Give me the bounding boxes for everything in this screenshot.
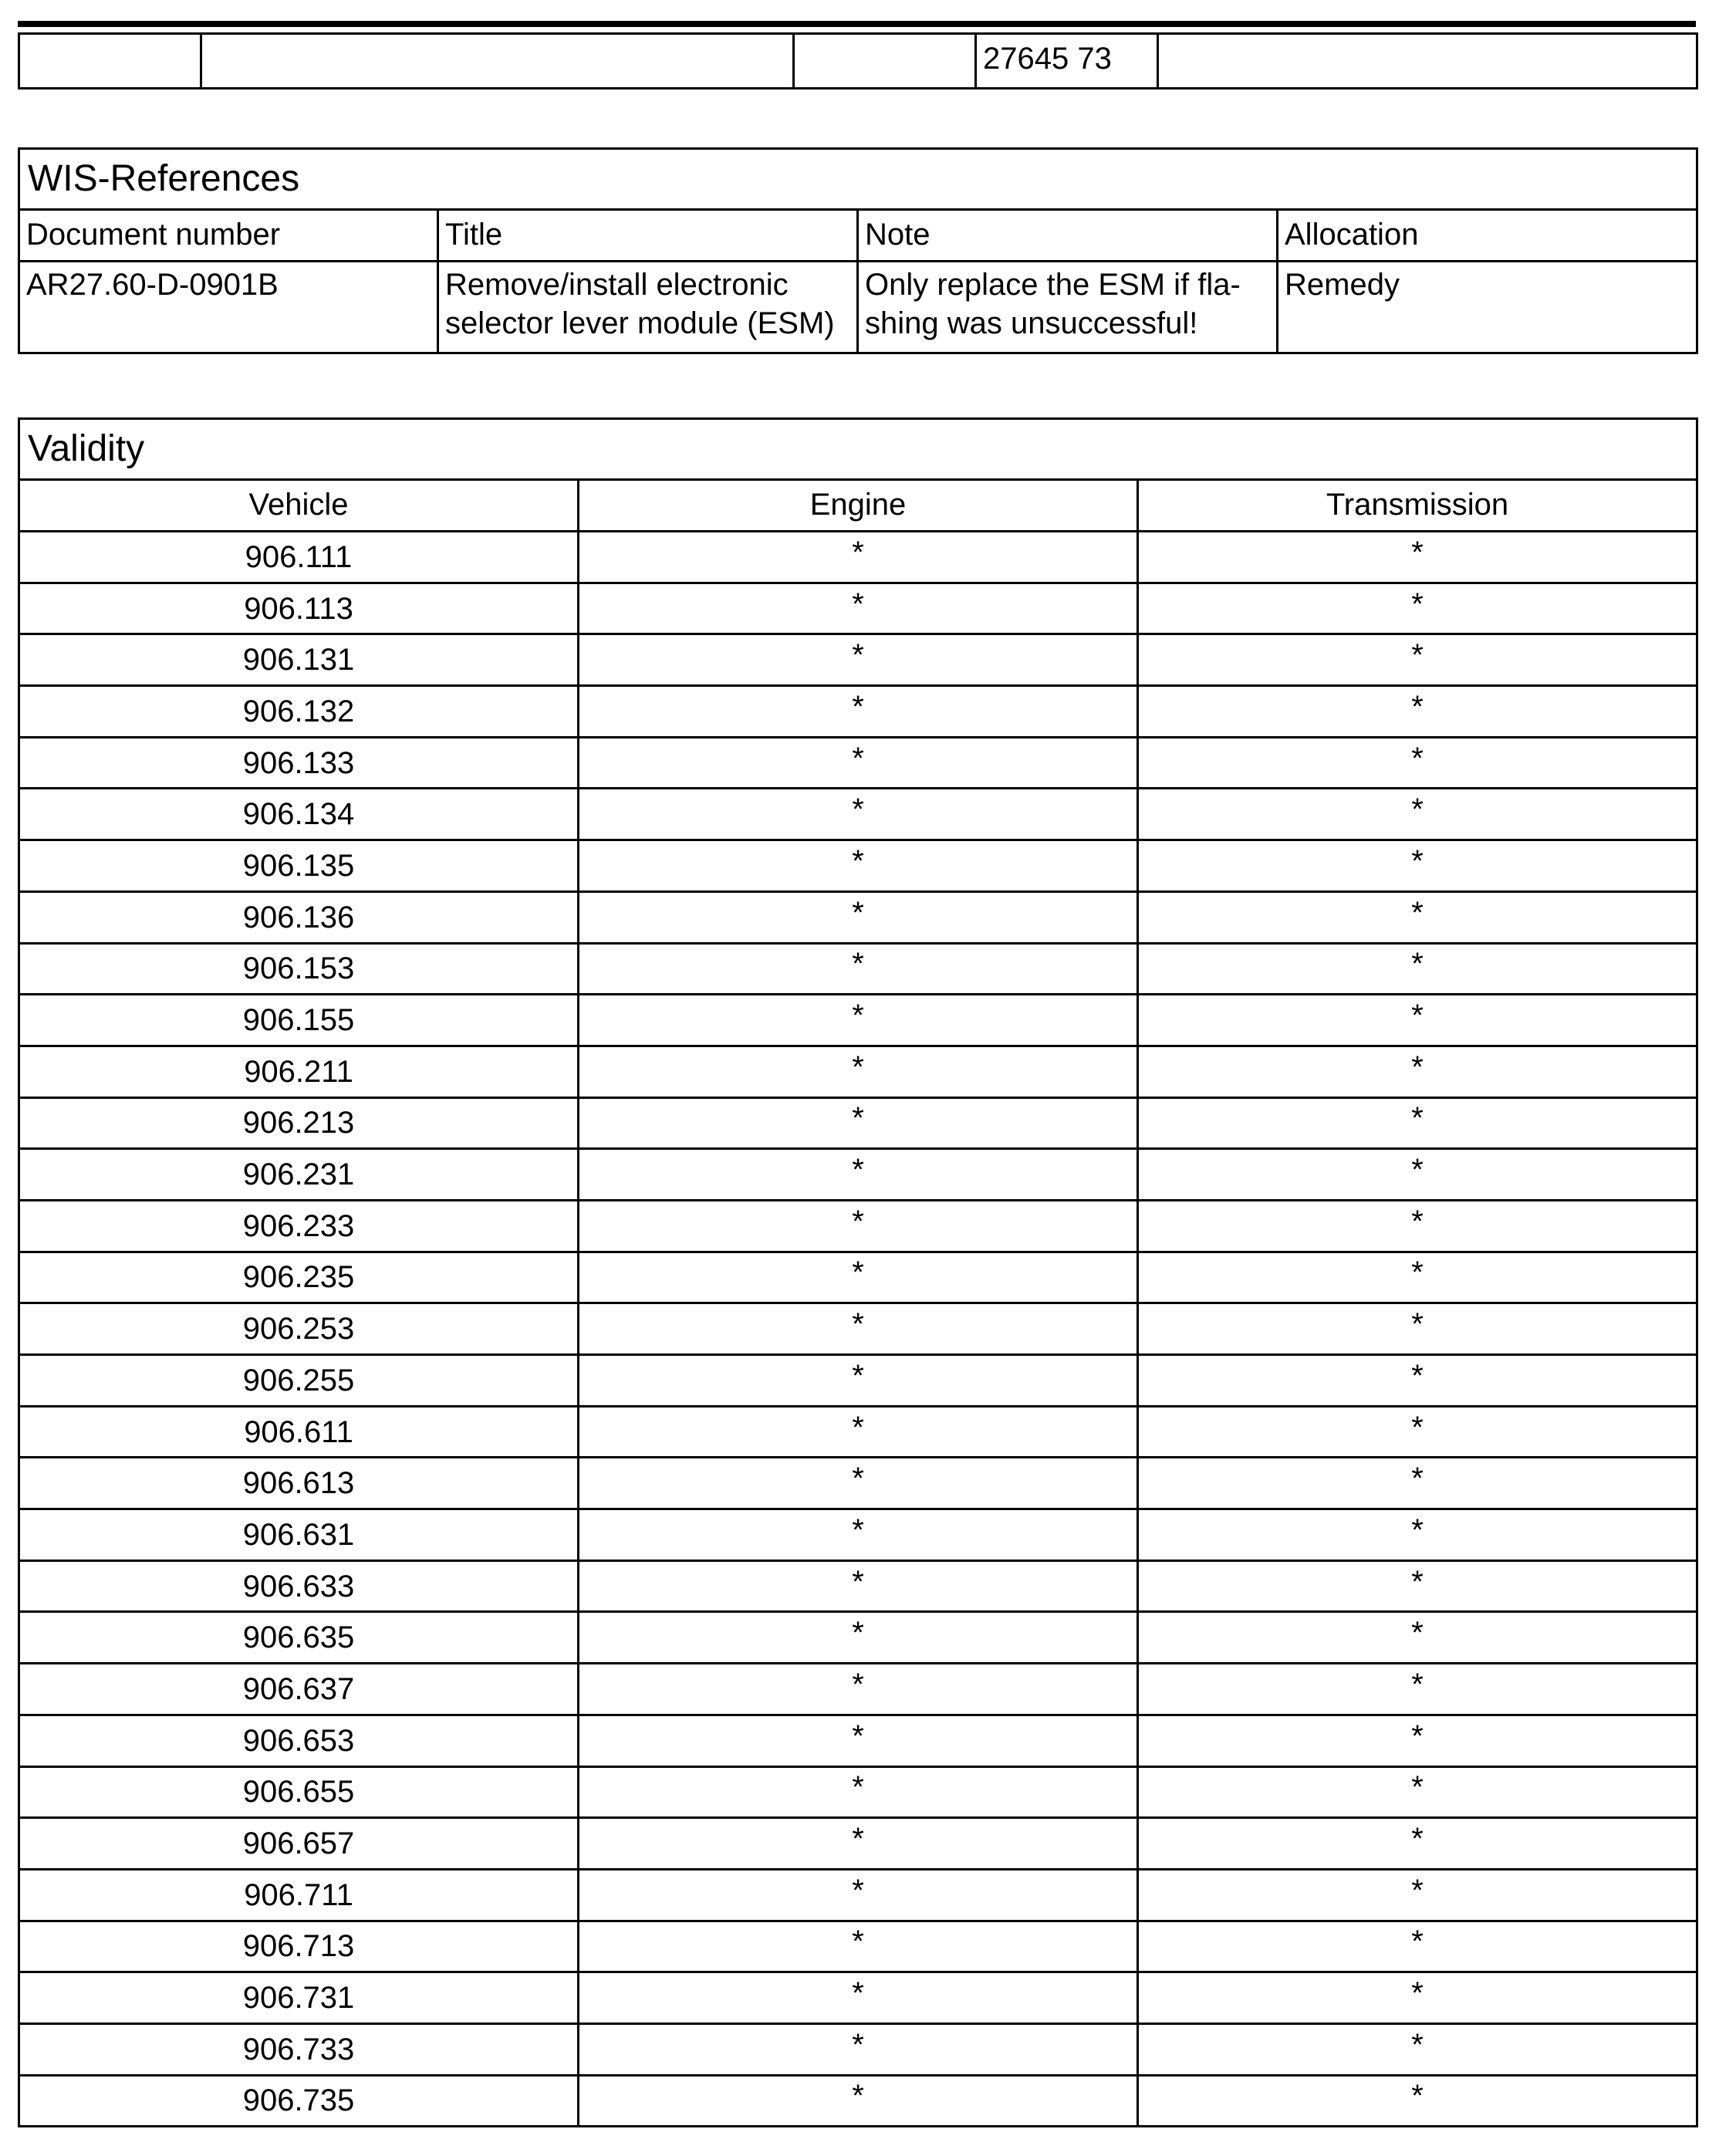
vehicle-cell [19, 1612, 579, 1664]
table-row [19, 1664, 1697, 1715]
engine-cell [579, 1818, 1138, 1870]
vehicle-cell [19, 1715, 579, 1766]
transmission-cell-text: * [1411, 1255, 1424, 1290]
header-cell-2 [201, 34, 794, 89]
transmission-cell-text: * [1411, 1822, 1424, 1857]
vehicle-cell-text: 906.131 [242, 643, 355, 678]
column-header-note: Note [858, 210, 1278, 262]
transmission-cell-text: * [1411, 586, 1424, 621]
engine-cell-text: * [852, 895, 864, 930]
vehicle-cell [19, 1921, 579, 1972]
engine-cell [579, 995, 1138, 1046]
vehicle-cell-text: 906.153 [242, 951, 355, 986]
transmission-cell [1138, 532, 1697, 583]
table-row [19, 1766, 1697, 1818]
table-row [19, 995, 1697, 1046]
vehicle-cell-text: 906.735 [242, 2083, 355, 2118]
transmission-cell [1138, 1972, 1697, 2024]
transmission-cell-text: * [1411, 1564, 1424, 1599]
engine-cell [579, 532, 1138, 583]
engine-cell-text: * [852, 1512, 864, 1547]
title-cell [438, 262, 858, 353]
table-row [19, 737, 1697, 789]
engine-cell-text: * [852, 999, 864, 1033]
engine-cell-text: * [852, 1873, 864, 1908]
engine-cell [579, 634, 1138, 686]
vehicle-cell [19, 789, 579, 840]
engine-cell-text: * [852, 1358, 864, 1393]
transmission-cell-text: * [1411, 2079, 1424, 2114]
engine-cell [579, 943, 1138, 995]
engine-cell [579, 686, 1138, 738]
engine-cell [579, 1921, 1138, 1972]
column-header-title: Title [438, 210, 858, 262]
table-row [19, 1252, 1697, 1303]
vehicle-cell [19, 2075, 579, 2127]
transmission-cell [1138, 1046, 1697, 1097]
transmission-cell-text: * [1411, 1616, 1424, 1651]
table-row [19, 1303, 1697, 1355]
transmission-cell [1138, 1149, 1697, 1201]
transmission-cell-text: * [1411, 638, 1424, 673]
table-row [19, 1612, 1697, 1664]
vehicle-cell [19, 943, 579, 995]
transmission-cell-text: * [1411, 895, 1424, 930]
engine-cell-text: * [852, 1976, 864, 2011]
wis-references-title: WIS-References [19, 149, 1697, 210]
transmission-cell [1138, 1458, 1697, 1509]
transmission-cell [1138, 1200, 1697, 1252]
engine-cell [579, 1046, 1138, 1097]
engine-cell [579, 1715, 1138, 1766]
engine-cell [579, 2075, 1138, 2127]
vehicle-cell-text: 906.633 [242, 1569, 355, 1603]
vehicle-cell [19, 1303, 579, 1355]
engine-cell [579, 1766, 1138, 1818]
header-cell-3 [794, 34, 976, 89]
vehicle-cell [19, 1097, 579, 1149]
top-rule [18, 21, 1696, 27]
engine-cell [579, 1097, 1138, 1149]
table-row [19, 891, 1697, 943]
engine-cell [579, 1200, 1138, 1252]
engine-cell [579, 1303, 1138, 1355]
transmission-cell-text: * [1411, 1512, 1424, 1547]
vehicle-cell [19, 1818, 579, 1870]
vehicle-cell-text: 906.134 [242, 797, 355, 832]
transmission-cell [1138, 737, 1697, 789]
transmission-cell-text: * [1411, 843, 1424, 878]
vehicle-cell [19, 686, 579, 738]
engine-cell-text: * [852, 843, 864, 878]
vehicle-cell-text: 906.213 [242, 1106, 355, 1141]
engine-cell-text: * [852, 1667, 864, 1701]
vehicle-cell-text: 906.653 [242, 1723, 355, 1758]
table-row [19, 634, 1697, 686]
vehicle-cell [19, 1355, 579, 1407]
validity-header-row [19, 480, 1697, 532]
transmission-cell-text: * [1411, 1049, 1424, 1084]
transmission-cell [1138, 1097, 1697, 1149]
transmission-cell-text: * [1411, 741, 1424, 776]
vehicle-cell [19, 2023, 579, 2075]
engine-cell [579, 1972, 1138, 2024]
engine-cell-text: * [852, 1718, 864, 1753]
column-header-document-number: Document number [19, 210, 438, 262]
engine-cell-text: * [852, 1255, 864, 1290]
transmission-cell-text: * [1411, 1873, 1424, 1908]
note-line-1: Only replace the ESM if fla- [865, 268, 1241, 302]
engine-cell [579, 1355, 1138, 1407]
table-row [19, 1818, 1697, 1870]
vehicle-cell-text: 906.211 [244, 1054, 353, 1089]
vehicle-cell [19, 995, 579, 1046]
transmission-cell [1138, 1715, 1697, 1766]
table-row [19, 1509, 1697, 1561]
transmission-cell [1138, 1664, 1697, 1715]
validity-table [18, 417, 1698, 2127]
engine-cell [579, 840, 1138, 892]
allocation-cell: Remedy [1278, 262, 1697, 353]
engine-cell [579, 1509, 1138, 1561]
column-header-transmission: Transmission [1138, 480, 1697, 532]
table-row [19, 2075, 1697, 2127]
transmission-cell-text: * [1411, 1153, 1424, 1188]
vehicle-cell [19, 1149, 579, 1201]
transmission-cell [1138, 2075, 1697, 2127]
engine-cell [579, 737, 1138, 789]
transmission-cell-text: * [1411, 1101, 1424, 1136]
vehicle-cell-text: 906.711 [244, 1877, 353, 1912]
transmission-cell [1138, 943, 1697, 995]
transmission-cell [1138, 686, 1697, 738]
engine-cell-text: * [852, 1410, 864, 1445]
transmission-cell-text: * [1411, 1307, 1424, 1342]
engine-cell-text: * [852, 2079, 864, 2114]
header-cell-document-code: 27645 73 [976, 34, 1158, 89]
engine-cell-text: * [852, 1925, 864, 1959]
vehicle-cell [19, 1766, 579, 1818]
vehicle-cell-text: 906.111 [245, 539, 353, 574]
vehicle-cell-text: 906.113 [244, 591, 353, 626]
vehicle-cell-text: 906.733 [242, 2032, 355, 2066]
transmission-cell-text: * [1411, 1718, 1424, 1753]
engine-cell-text: * [852, 792, 864, 827]
table-row [19, 2023, 1697, 2075]
table-row [19, 1046, 1697, 1097]
vehicle-cell-text: 906.613 [242, 1466, 355, 1501]
column-header-engine: Engine [579, 480, 1138, 532]
vehicle-cell [19, 891, 579, 943]
transmission-cell-text: * [1411, 792, 1424, 827]
engine-cell [579, 1560, 1138, 1612]
vehicle-cell-text: 906.635 [242, 1620, 355, 1655]
table-row [19, 1869, 1697, 1921]
engine-cell-text: * [852, 1153, 864, 1188]
transmission-cell-text: * [1411, 1976, 1424, 2011]
vehicle-cell-text: 906.155 [242, 1003, 355, 1038]
engine-cell [579, 1869, 1138, 1921]
table-row [19, 1458, 1697, 1509]
transmission-cell-text: * [1411, 1770, 1424, 1805]
title-line-1: Remove/install electronic [445, 268, 789, 302]
vehicle-cell [19, 1560, 579, 1612]
table-row [19, 789, 1697, 840]
table-row [19, 1921, 1697, 1972]
table-row [19, 1715, 1697, 1766]
transmission-cell-text: * [1411, 535, 1424, 569]
transmission-cell [1138, 1921, 1697, 1972]
table-row [19, 1149, 1697, 1201]
transmission-cell [1138, 1612, 1697, 1664]
engine-cell-text: * [852, 689, 864, 724]
transmission-cell [1138, 1252, 1697, 1303]
engine-cell [579, 789, 1138, 840]
transmission-cell [1138, 1560, 1697, 1612]
transmission-cell-text: * [1411, 1410, 1424, 1445]
engine-cell-text: * [852, 1770, 864, 1805]
transmission-cell [1138, 1766, 1697, 1818]
engine-cell-text: * [852, 535, 864, 569]
vehicle-cell [19, 1406, 579, 1458]
vehicle-cell-text: 906.631 [242, 1517, 355, 1552]
transmission-cell-text: * [1411, 1462, 1424, 1496]
transmission-cell [1138, 1355, 1697, 1407]
vehicle-cell-text: 906.136 [242, 900, 355, 934]
vehicle-cell-text: 906.233 [242, 1208, 355, 1243]
vehicle-cell [19, 1200, 579, 1252]
engine-cell-text: * [852, 741, 864, 776]
vehicle-cell-text: 906.255 [242, 1363, 355, 1397]
vehicle-cell [19, 840, 579, 892]
engine-cell [579, 891, 1138, 943]
table-row [19, 840, 1697, 892]
transmission-cell [1138, 1406, 1697, 1458]
vehicle-cell-text: 906.611 [244, 1414, 353, 1449]
vehicle-cell [19, 634, 579, 686]
transmission-cell-text: * [1411, 1358, 1424, 1393]
vehicle-cell-text: 906.713 [242, 1929, 355, 1964]
engine-cell-text: * [852, 1049, 864, 1084]
vehicle-cell-text: 906.637 [242, 1671, 355, 1706]
document-number-cell: AR27.60-D-0901B [19, 262, 438, 353]
transmission-cell-text: * [1411, 999, 1424, 1033]
vehicle-cell [19, 1458, 579, 1509]
vehicle-cell [19, 1046, 579, 1097]
engine-cell-text: * [852, 947, 864, 982]
table-row [19, 1972, 1697, 2024]
transmission-cell [1138, 1869, 1697, 1921]
vehicle-cell-text: 906.657 [242, 1827, 355, 1861]
vehicle-cell [19, 1664, 579, 1715]
transmission-cell [1138, 891, 1697, 943]
transmission-cell-text: * [1411, 2027, 1424, 2062]
vehicle-cell [19, 583, 579, 634]
engine-cell [579, 1149, 1138, 1201]
header-row [19, 34, 1697, 89]
engine-cell-text: * [852, 1616, 864, 1651]
transmission-cell-text: * [1411, 1925, 1424, 1959]
engine-cell-text: * [852, 638, 864, 673]
transmission-cell [1138, 1303, 1697, 1355]
table-row [19, 1200, 1697, 1252]
vehicle-cell-text: 906.253 [242, 1312, 355, 1347]
vehicle-cell-text: 906.655 [242, 1775, 355, 1810]
table-row [19, 1406, 1697, 1458]
engine-cell [579, 1612, 1138, 1664]
validity-body [19, 532, 1697, 2127]
column-header-vehicle: Vehicle [19, 480, 579, 532]
header-cell-1 [19, 34, 201, 89]
table-row [19, 262, 1697, 353]
transmission-cell [1138, 1818, 1697, 1870]
vehicle-cell-text: 906.731 [242, 1981, 355, 2016]
table-row [19, 1355, 1697, 1407]
vehicle-cell [19, 737, 579, 789]
vehicle-cell [19, 1252, 579, 1303]
transmission-cell [1138, 840, 1697, 892]
column-header-allocation: Allocation [1278, 210, 1697, 262]
title-line-2: selector lever module (ESM) [445, 306, 835, 340]
transmission-cell [1138, 634, 1697, 686]
table-row [19, 583, 1697, 634]
transmission-cell [1138, 1509, 1697, 1561]
table-row [19, 943, 1697, 995]
vehicle-cell [19, 1972, 579, 2024]
validity-title: Validity [19, 419, 1697, 480]
transmission-cell [1138, 2023, 1697, 2075]
note-cell [858, 262, 1278, 353]
vehicle-cell-text: 906.132 [242, 694, 355, 728]
note-line-2: shing was unsuccessful! [865, 306, 1198, 340]
table-row [19, 1560, 1697, 1612]
engine-cell-text: * [852, 1101, 864, 1136]
table-row [19, 532, 1697, 583]
vehicle-cell-text: 906.235 [242, 1260, 355, 1295]
engine-cell [579, 583, 1138, 634]
table-row [19, 1097, 1697, 1149]
transmission-cell [1138, 583, 1697, 634]
transmission-cell-text: * [1411, 1667, 1424, 1701]
header-table [18, 32, 1698, 90]
engine-cell-text: * [852, 1822, 864, 1857]
engine-cell [579, 1664, 1138, 1715]
engine-cell-text: * [852, 586, 864, 621]
wis-references-header-row [19, 210, 1697, 262]
vehicle-cell [19, 1509, 579, 1561]
engine-cell-text: * [852, 1462, 864, 1496]
vehicle-cell-text: 906.135 [242, 848, 355, 883]
vehicle-cell [19, 1869, 579, 1921]
engine-cell [579, 2023, 1138, 2075]
vehicle-cell-text: 906.133 [242, 745, 355, 780]
engine-cell [579, 1252, 1138, 1303]
transmission-cell [1138, 789, 1697, 840]
engine-cell-text: * [852, 1564, 864, 1599]
vehicle-cell [19, 532, 579, 583]
engine-cell-text: * [852, 1307, 864, 1342]
engine-cell [579, 1406, 1138, 1458]
vehicle-cell-text: 906.231 [242, 1157, 355, 1192]
header-cell-5 [1158, 34, 1697, 89]
transmission-cell [1138, 995, 1697, 1046]
engine-cell-text: * [852, 2027, 864, 2062]
transmission-cell-text: * [1411, 947, 1424, 982]
transmission-cell-text: * [1411, 1204, 1424, 1239]
table-row [19, 686, 1697, 738]
transmission-cell-text: * [1411, 689, 1424, 724]
wis-references-table [18, 147, 1698, 354]
engine-cell-text: * [852, 1204, 864, 1239]
engine-cell [579, 1458, 1138, 1509]
